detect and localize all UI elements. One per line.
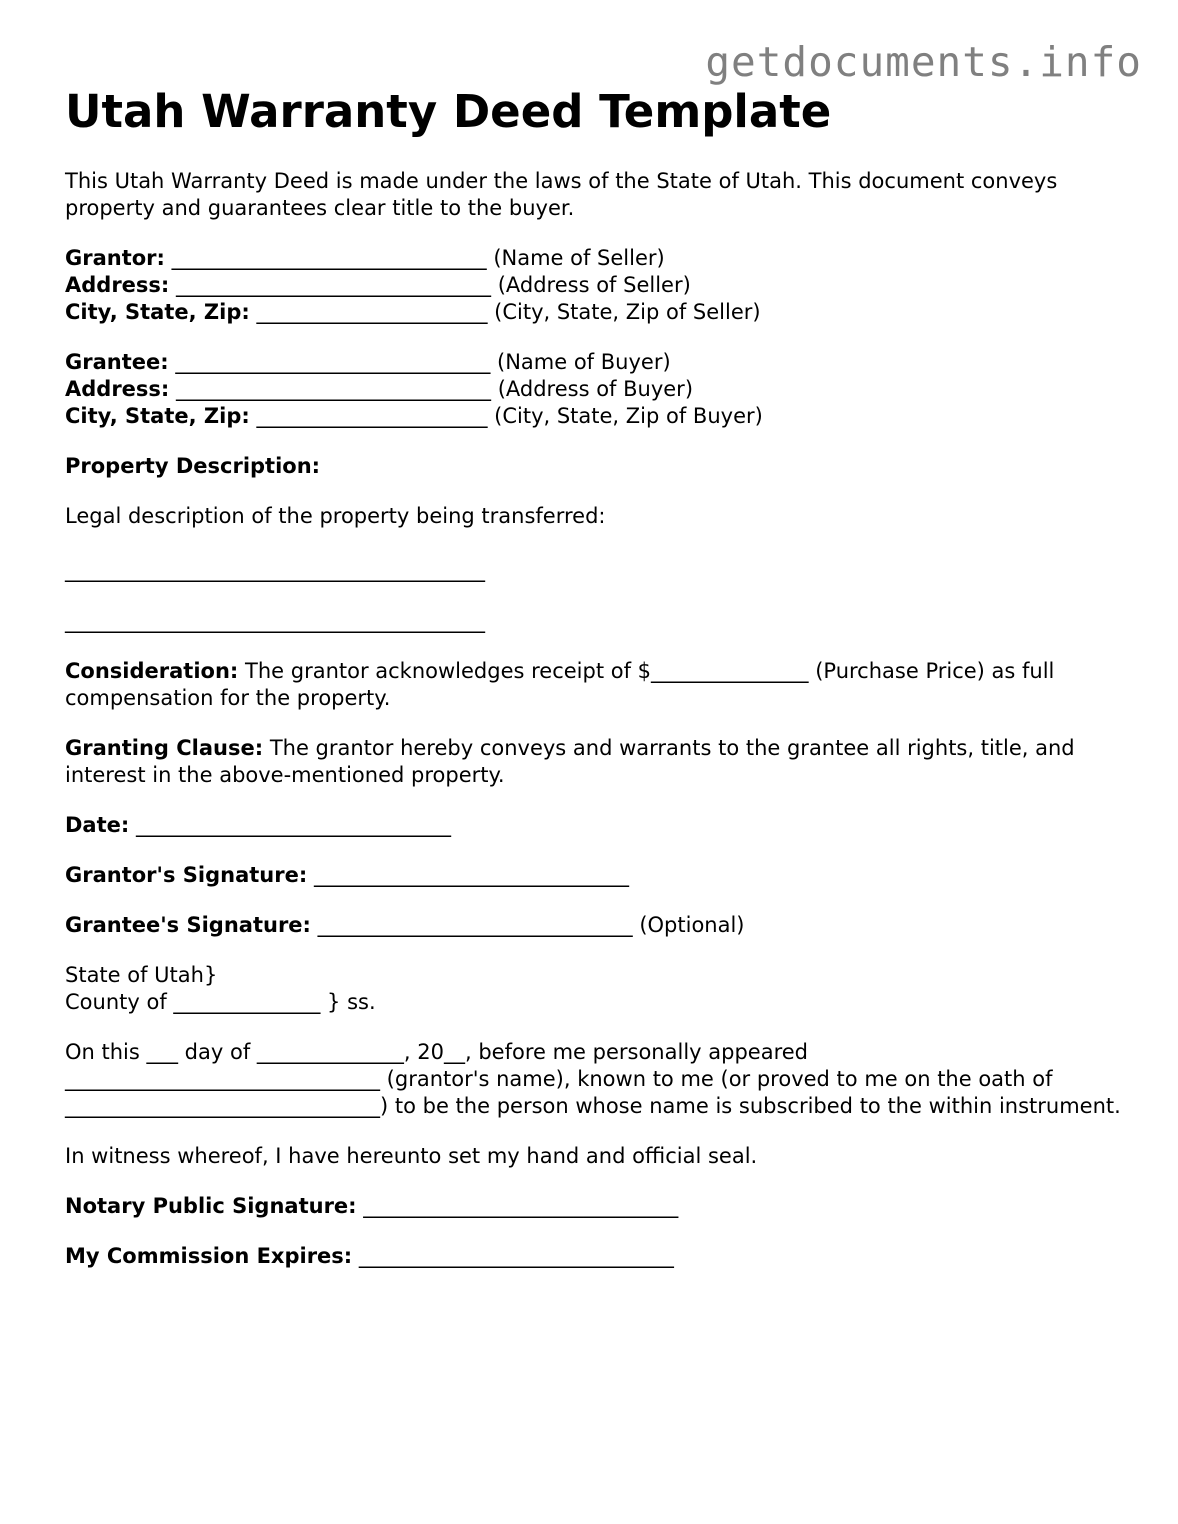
grantor-name-row <box>65 245 1125 272</box>
commission-expires-field[interactable]: ______________________________ <box>358 1244 674 1268</box>
intro-paragraph: This Utah Warranty Deed is made under the laws of the State of Utah. This document conveys property and guarantees clear title to the buyer. <box>65 169 1058 220</box>
date-field[interactable]: ______________________________ <box>135 813 451 837</box>
grantee-city-field[interactable]: ______________________ <box>256 404 488 428</box>
notary-signature-field[interactable]: ______________________________ <box>363 1194 679 1218</box>
property-heading: Property Description: <box>65 454 321 478</box>
grantee-signature-note: (Optional) <box>639 913 745 937</box>
property-legal-text: Legal description of the property being transferred: <box>65 504 606 528</box>
document-page <box>65 86 1125 1270</box>
grantee-name-label: Grantee: <box>65 350 169 374</box>
grantor-address-row <box>65 272 1125 299</box>
grantee-signature-row <box>65 912 1125 939</box>
date-row <box>65 812 1125 839</box>
grantor-city-row <box>65 299 1125 326</box>
property-legal-block <box>65 503 1125 635</box>
grantee-signature-field[interactable]: ______________________________ <box>317 913 633 937</box>
notary-acknowledgment-paragraph: On this ___ day of ______________, 20__, before me personally appeared ______________________________ (grantor's name), known to me (or proved to me on the oath of ______________________________) to be the person whose name is subscribed to the within instrument. <box>65 1040 1121 1118</box>
commission-expires-row <box>65 1243 1125 1270</box>
grantee-city-label: City, State, Zip: <box>65 404 250 428</box>
grantee-name-row <box>65 349 1125 376</box>
granting-clause-text: The grantor hereby conveys and warrants to the grantee all rights, title, and interest in the above-mentioned property. <box>65 736 1075 787</box>
grantor-signature-row <box>65 862 1125 889</box>
granting-clause-paragraph <box>65 735 1125 789</box>
grantor-address-note: (Address of Seller) <box>497 273 691 297</box>
grantor-address-field[interactable]: ______________________________ <box>176 273 492 297</box>
grantor-name-field[interactable]: ______________________________ <box>171 246 487 270</box>
commission-expires-label: My Commission Expires: <box>65 1244 353 1268</box>
grantor-signature-label: Grantor's Signature: <box>65 863 308 887</box>
consideration-text: The grantor acknowledges receipt of $_______________ (Purchase Price) as full compensation for the property. <box>65 659 1055 710</box>
venue-state: State of Utah} <box>65 963 218 987</box>
grantee-address-field[interactable]: ______________________________ <box>176 377 492 401</box>
venue-county: County of ______________ } ss. <box>65 990 376 1014</box>
date-label: Date: <box>65 813 130 837</box>
watermark: getdocuments.info <box>705 38 1142 86</box>
grantor-city-field[interactable]: ______________________ <box>256 300 488 324</box>
grantee-name-field[interactable]: ______________________________ <box>175 350 491 374</box>
grantee-signature-label: Grantee's Signature: <box>65 913 311 937</box>
grantee-city-row <box>65 403 1125 430</box>
grantor-city-label: City, State, Zip: <box>65 300 250 324</box>
grantee-address-label: Address: <box>65 377 170 401</box>
notary-signature-row <box>65 1193 1125 1220</box>
notary-signature-label: Notary Public Signature: <box>65 1194 357 1218</box>
grantor-city-note: (City, State, Zip of Seller) <box>494 300 761 324</box>
grantee-section <box>65 349 1125 430</box>
property-heading-block <box>65 453 1125 480</box>
grantor-name-label: Grantor: <box>65 246 165 270</box>
property-blank-line-1[interactable]: ________________________________________ <box>65 558 485 582</box>
grantee-address-row <box>65 376 1125 403</box>
grantor-name-note: (Name of Seller) <box>493 246 665 270</box>
granting-clause-label: Granting Clause: <box>65 736 264 760</box>
venue-block <box>65 962 1125 1016</box>
consideration-paragraph <box>65 658 1125 712</box>
grantor-signature-field[interactable]: ______________________________ <box>313 863 629 887</box>
grantee-name-note: (Name of Buyer) <box>497 350 671 374</box>
document-title: Utah Warranty Deed Template <box>65 85 832 138</box>
grantee-city-note: (City, State, Zip of Buyer) <box>494 404 763 428</box>
witness-paragraph: In witness whereof, I have hereunto set my hand and official seal. <box>65 1144 758 1168</box>
grantor-address-label: Address: <box>65 273 170 297</box>
consideration-label: Consideration: <box>65 659 239 683</box>
grantee-address-note: (Address of Buyer) <box>497 377 694 401</box>
property-blank-line-2[interactable]: ________________________________________ <box>65 609 485 633</box>
grantor-section <box>65 245 1125 326</box>
